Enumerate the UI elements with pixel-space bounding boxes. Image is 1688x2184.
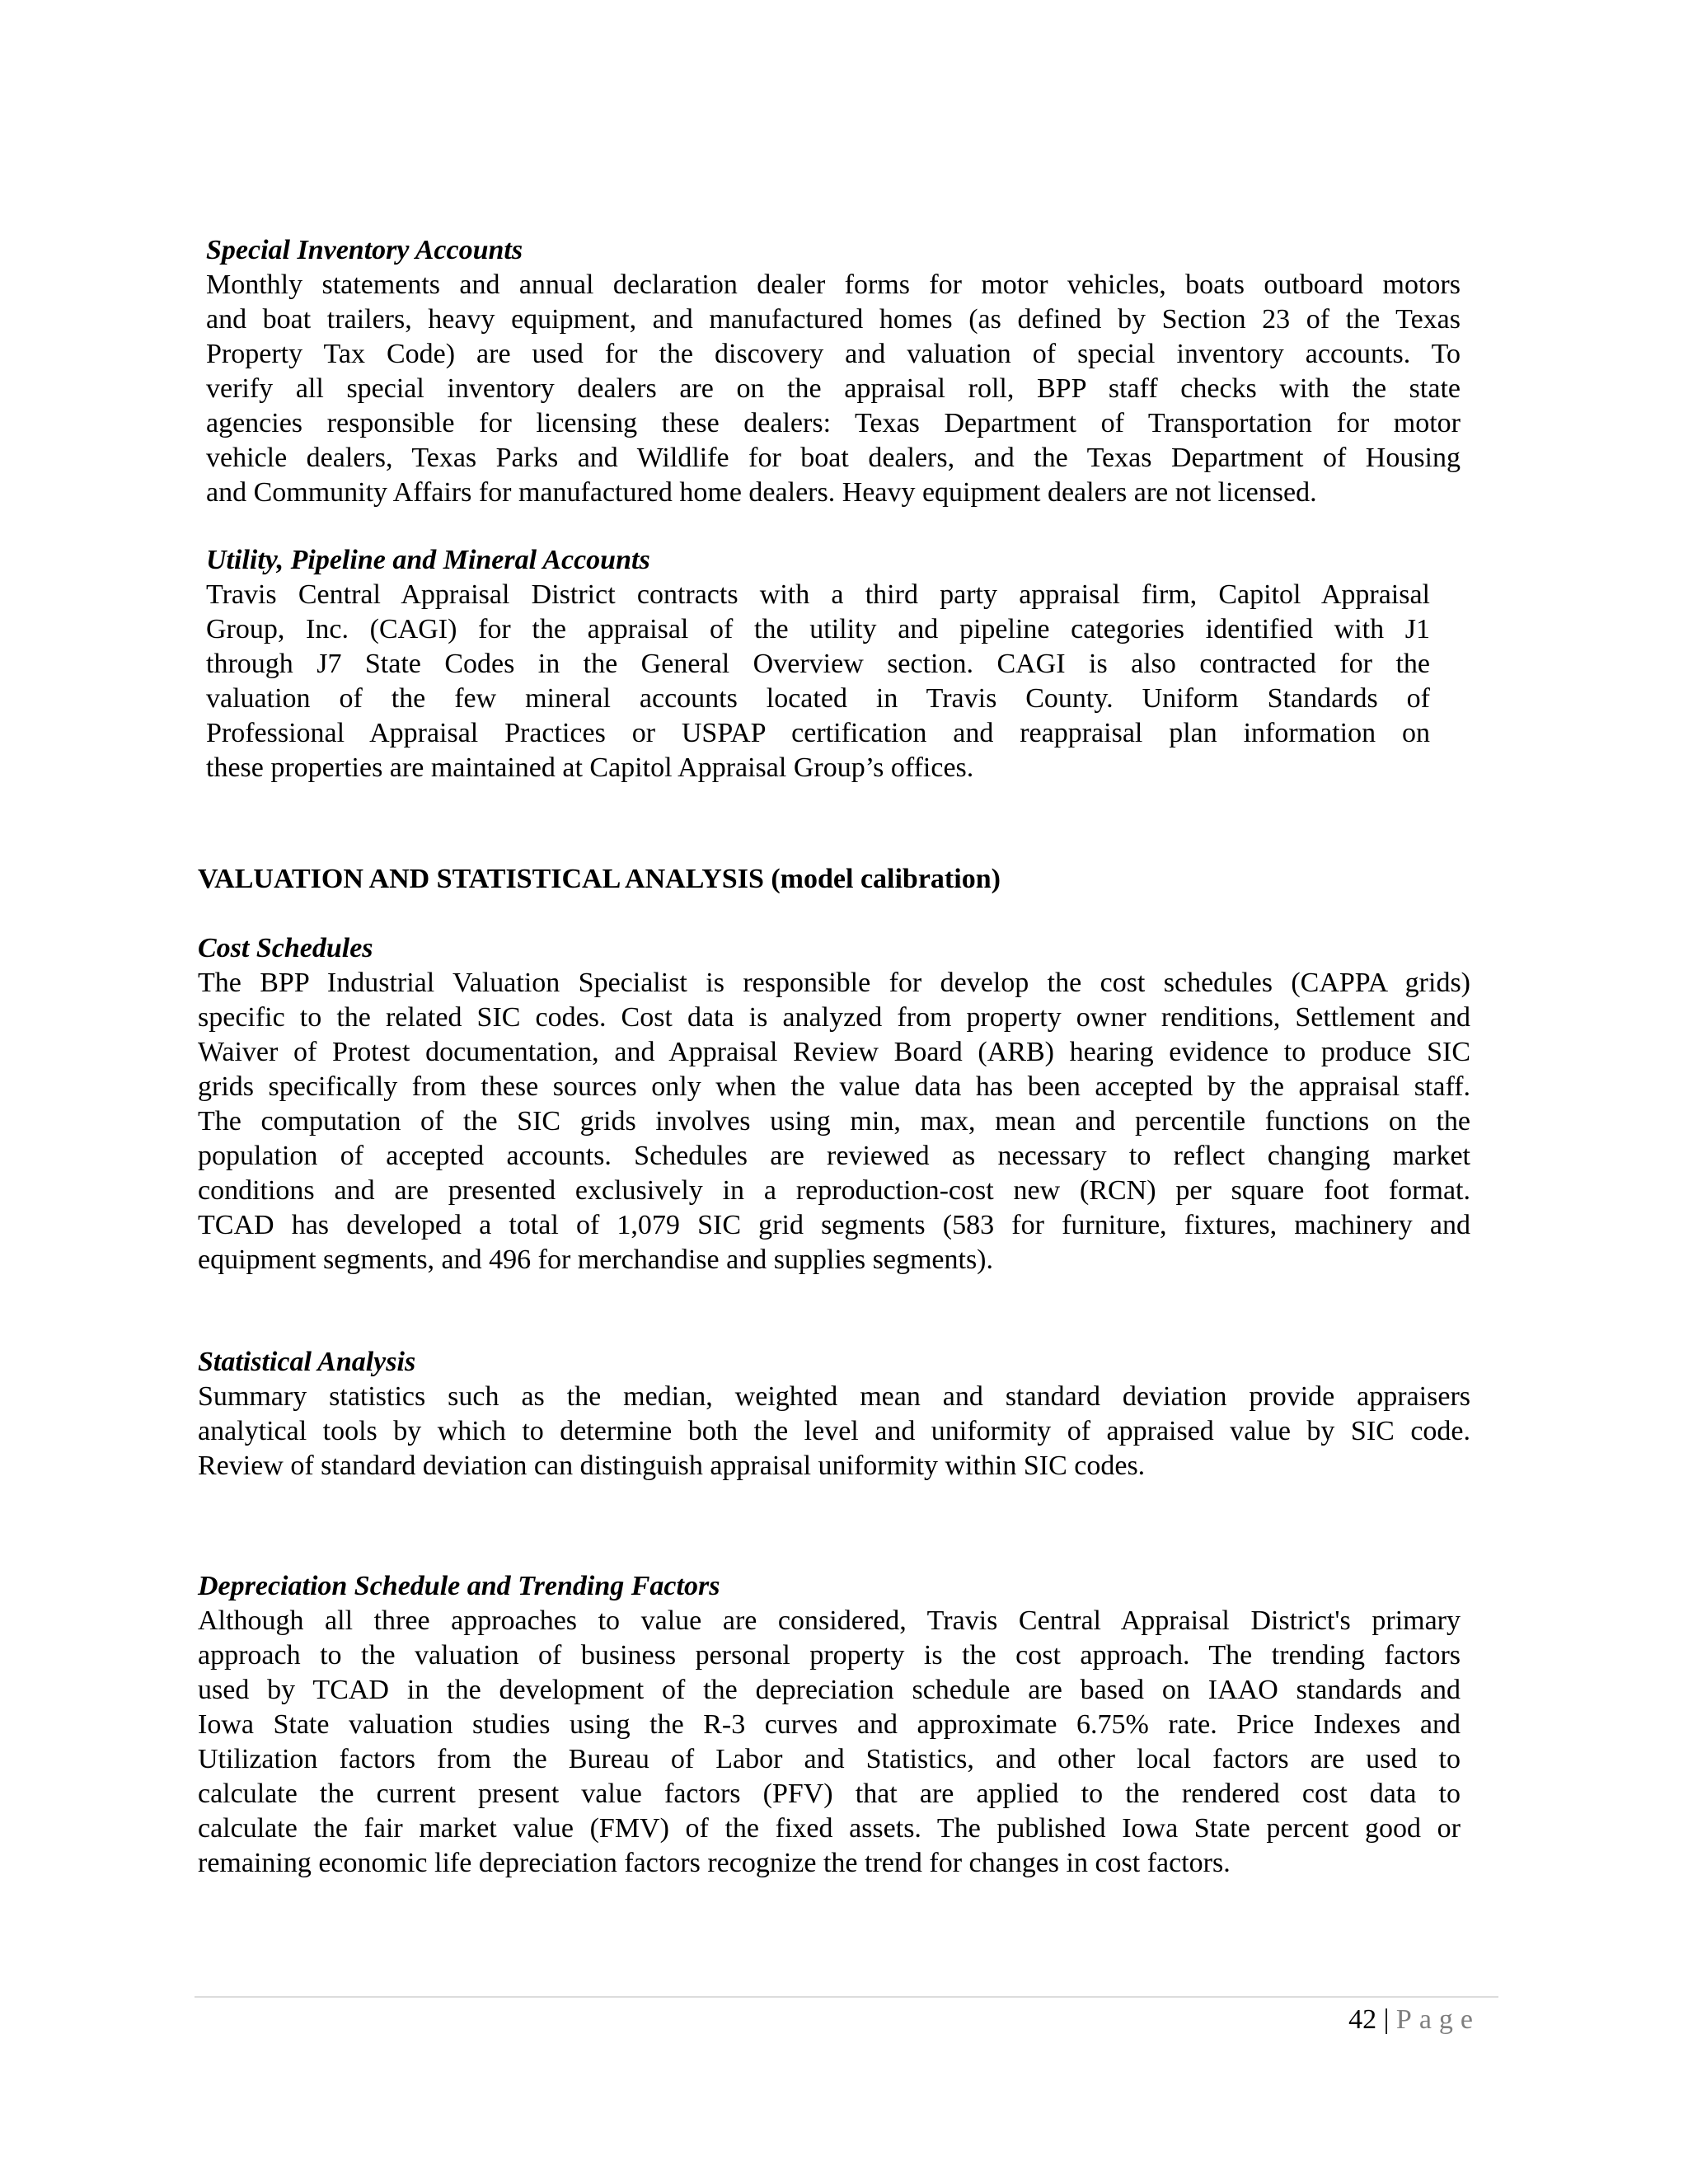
section-body: [198, 1604, 1461, 1881]
page-number: 42: [1348, 2004, 1377, 2035]
text-line: valuation of the few mineral accounts located in Travis County. Uniform Standards of: [206, 683, 1430, 714]
text-line: TCAD has developed a total of 1,079 SIC grid segments (583 for furniture, fixtures, machinery and: [198, 1210, 1470, 1240]
footer-divider: [195, 1996, 1498, 1998]
text-line: Group, Inc. (CAGI) for the appraisal of the utility and pipeline categories identified with J1: [206, 614, 1430, 644]
text-line: through J7 State Codes in the General Overview section. CAGI is also contracted for the: [206, 649, 1430, 679]
text-line: calculate the fair market value (FMV) of the fixed assets. The published Iowa State percent good or: [198, 1813, 1461, 1844]
section-special-inventory: [206, 233, 1461, 510]
section-utility-pipeline-mineral: [206, 543, 1430, 785]
text-line: calculate the current present value factors (PFV) that are applied to the rendered cost data to: [198, 1779, 1461, 1809]
page-label: Page: [1395, 2004, 1480, 2035]
text-line: Professional Appraisal Practices or USPAP certification and reappraisal plan information on: [206, 718, 1430, 748]
section-heading: Depreciation Schedule and Trending Factors: [198, 1571, 720, 1601]
section-body: [198, 1380, 1470, 1483]
text-line: specific to the related SIC codes. Cost data is analyzed from property owner renditions, Settlement and: [198, 1002, 1470, 1033]
text-line: and boat trailers, heavy equipment, and manufactured homes (as defined by Section 23 of the Texas: [206, 304, 1461, 335]
text-line: agencies responsible for licensing these dealers: Texas Department of Transportation for motor: [206, 408, 1461, 438]
section-heading: Statistical Analysis: [198, 1347, 416, 1377]
section-heading: Utility, Pipeline and Mineral Accounts: [206, 545, 650, 575]
section-title: VALUATION AND STATISTICAL ANALYSIS (model calibration): [198, 864, 1001, 894]
text-line: approach to the valuation of business personal property is the cost approach. The trending factors: [198, 1640, 1461, 1671]
text-line: Utilization factors from the Bureau of Labor and Statistics, and other local factors are used to: [198, 1744, 1461, 1774]
text-line: these properties are maintained at Capitol Appraisal Group’s offices.: [206, 752, 974, 783]
section-depreciation-trending: [198, 1569, 1461, 1881]
text-line: verify all special inventory dealers are on the appraisal roll, BPP staff checks with the state: [206, 373, 1461, 404]
text-line: and Community Affairs for manufactured home dealers. Heavy equipment dealers are not licensed.: [206, 477, 1317, 508]
section-heading: Cost Schedules: [198, 933, 373, 963]
text-line: The BPP Industrial Valuation Specialist is responsible for develop the cost schedules (CAPPA grids): [198, 968, 1470, 998]
page-footer: [1348, 2003, 1480, 2037]
text-line: equipment segments, and 496 for merchandise and supplies segments).: [198, 1244, 993, 1275]
text-line: Iowa State valuation studies using the R-3 curves and approximate 6.75% rate. Price Indexes and: [198, 1709, 1461, 1740]
text-line: population of accepted accounts. Schedules are reviewed as necessary to reflect changing market: [198, 1141, 1470, 1171]
text-line: Waiver of Protest documentation, and Appraisal Review Board (ARB) hearing evidence to produce SIC: [198, 1037, 1470, 1067]
text-line: Although all three approaches to value are considered, Travis Central Appraisal District's primary: [198, 1605, 1461, 1636]
page-separator: |: [1383, 2004, 1390, 2035]
text-line: Property Tax Code) are used for the discovery and valuation of special inventory accounts. To: [206, 339, 1461, 369]
section-heading: Special Inventory Accounts: [206, 235, 523, 265]
text-line: Summary statistics such as the median, weighted mean and standard deviation provide appraisers: [198, 1381, 1470, 1412]
text-line: used by TCAD in the development of the depreciation schedule are based on IAAO standards and: [198, 1675, 1461, 1705]
text-line: analytical tools by which to determine both the level and uniformity of appraised value by SIC code.: [198, 1416, 1470, 1446]
text-line: vehicle dealers, Texas Parks and Wildlife for boat dealers, and the Texas Department of Housing: [206, 443, 1461, 473]
text-line: Review of standard deviation can distinguish appraisal uniformity within SIC codes.: [198, 1451, 1146, 1481]
section-statistical-analysis: [198, 1345, 1470, 1483]
text-line: The computation of the SIC grids involves using min, max, mean and percentile functions on the: [198, 1106, 1470, 1137]
text-line: remaining economic life depreciation factors recognize the trend for changes in cost factors.: [198, 1848, 1231, 1878]
section-body: [206, 578, 1430, 785]
text-line: Monthly statements and annual declaration dealer forms for motor vehicles, boats outboard motors: [206, 269, 1461, 300]
text-line: conditions and are presented exclusively in a reproduction-cost new (RCN) per square foot format.: [198, 1175, 1470, 1206]
text-line: Travis Central Appraisal District contracts with a third party appraisal firm, Capitol Appraisal: [206, 579, 1430, 610]
section-cost-schedules: [198, 931, 1470, 1277]
section-body: [206, 268, 1461, 510]
text-line: grids specifically from these sources only when the value data has been accepted by the appraisal staff.: [198, 1071, 1470, 1102]
section-body: [198, 966, 1470, 1277]
